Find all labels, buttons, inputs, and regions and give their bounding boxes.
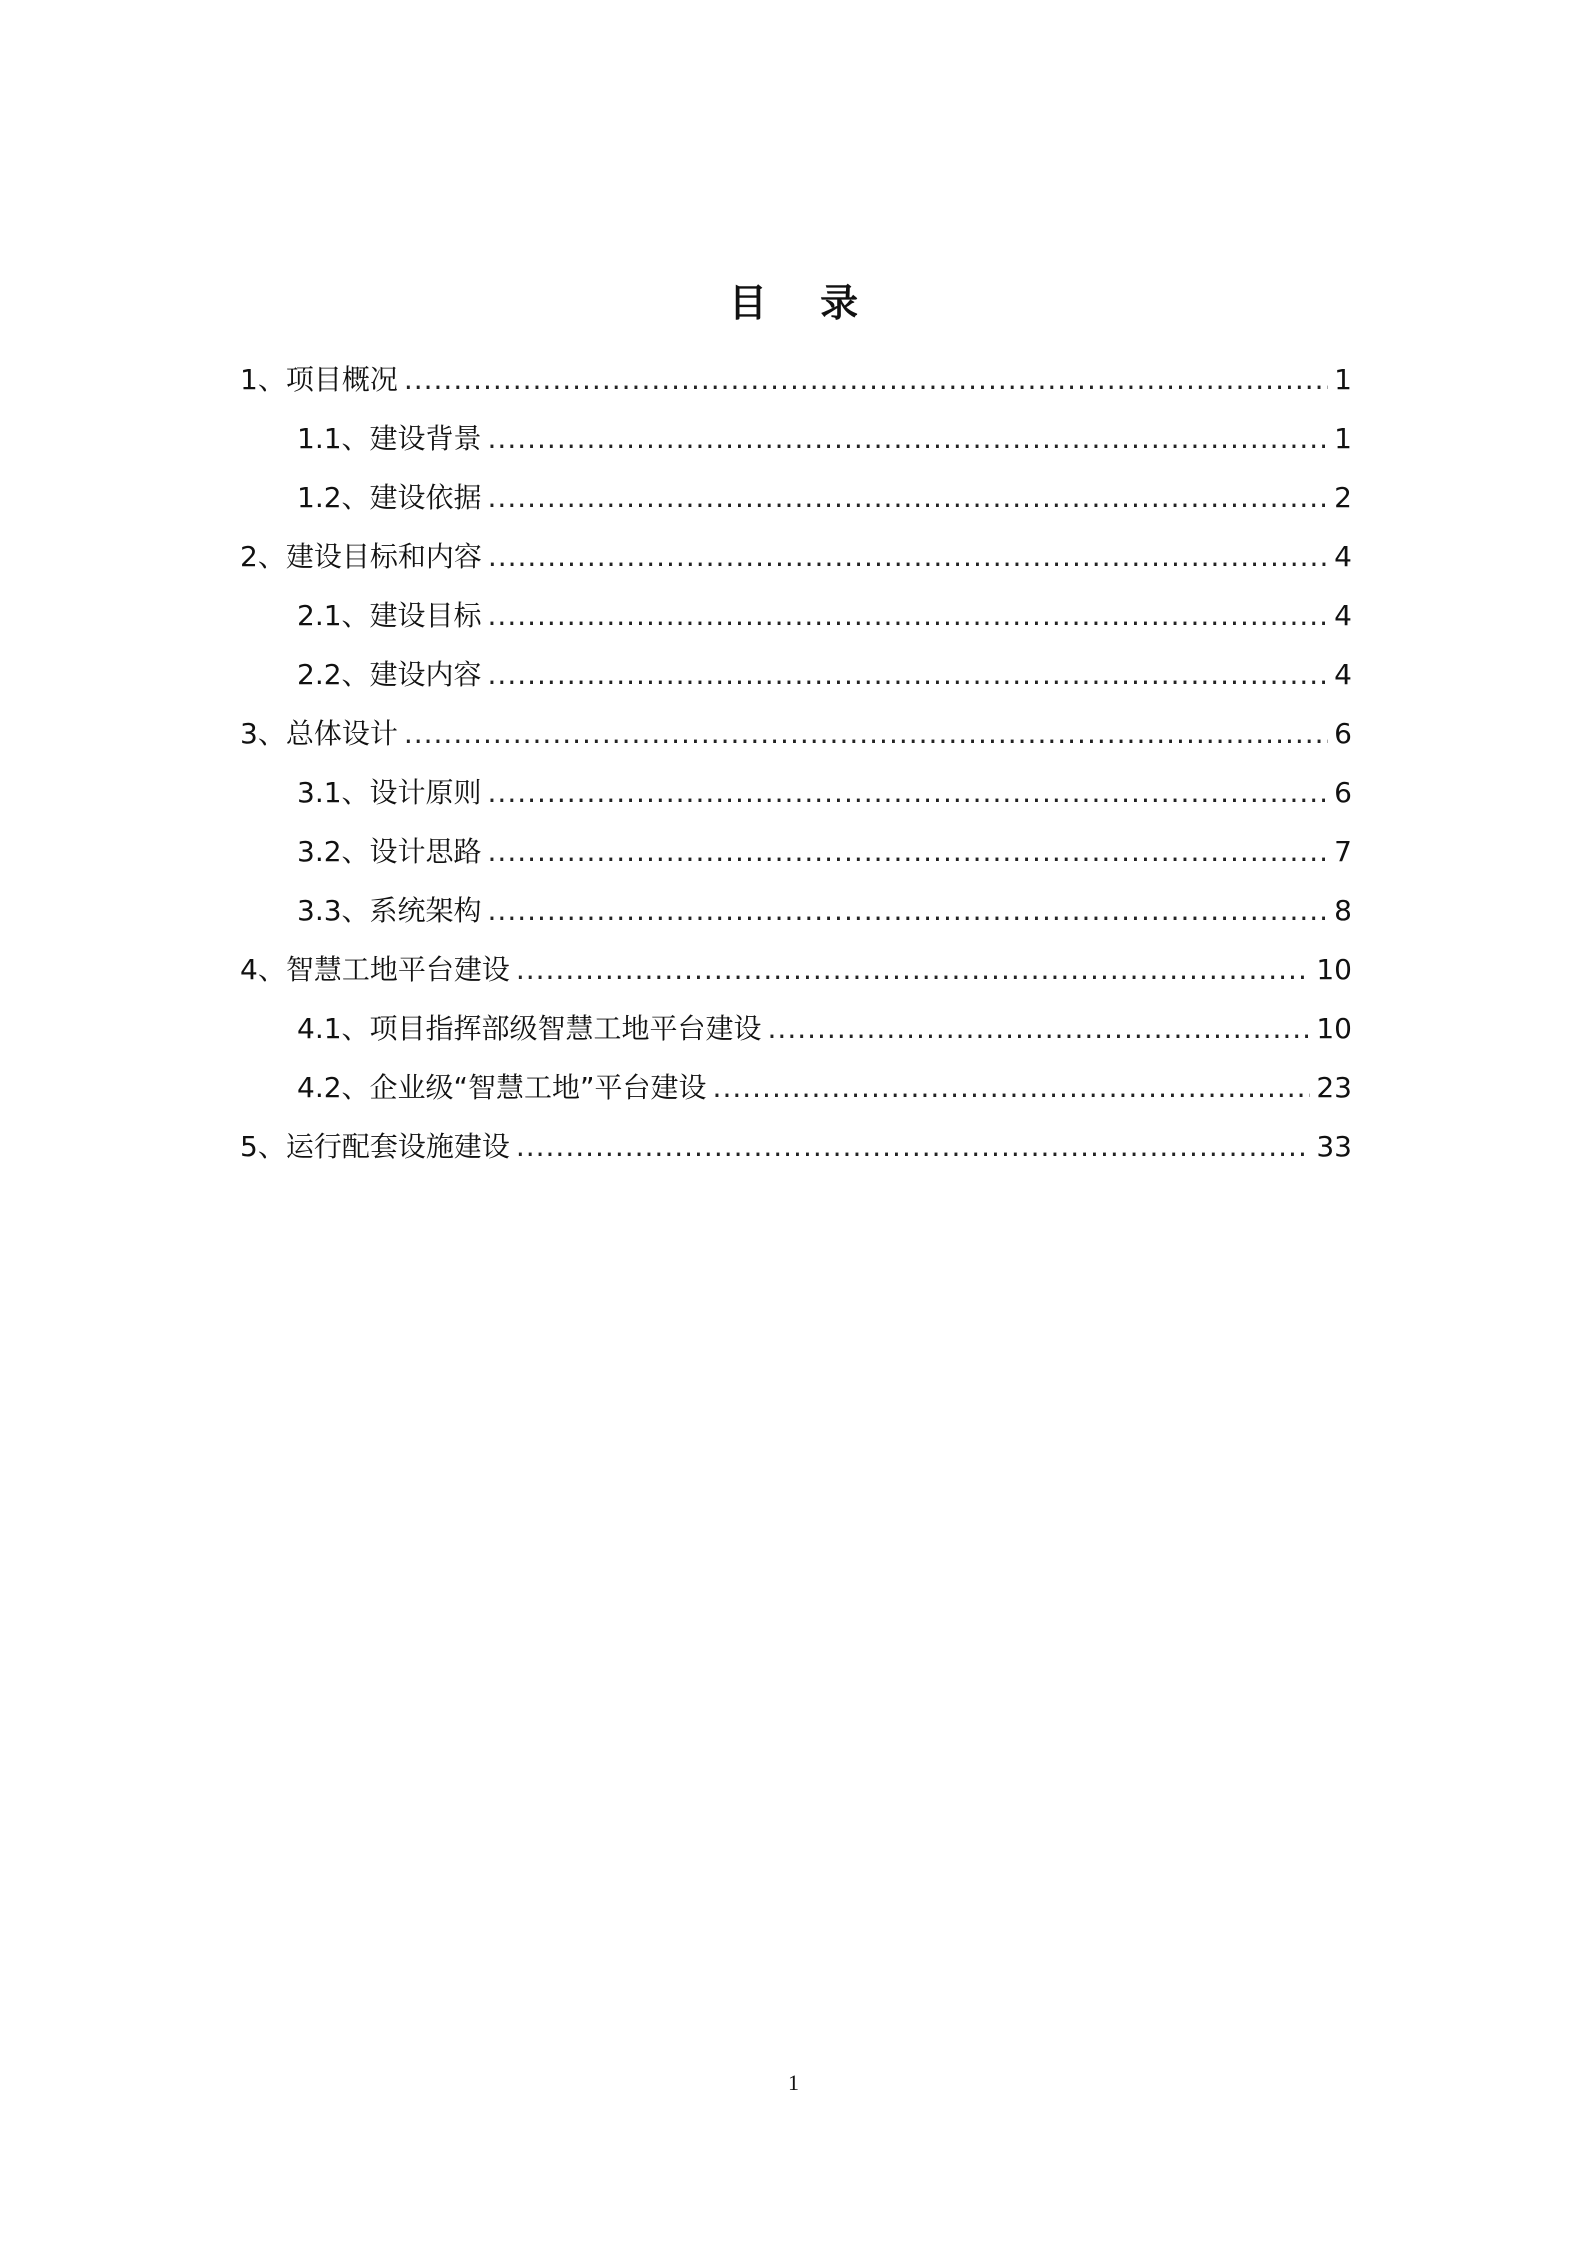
toc-entry-label: 4.1、项目指挥部级智慧工地平台建设 [297,1012,762,1045]
toc-entry-page: 1 [1334,422,1352,455]
toc-entry-5[interactable] [240,1121,1352,1180]
toc-entry-page: 23 [1316,1071,1352,1104]
toc-entry-page: 4 [1334,599,1352,632]
toc-entry-4-1[interactable] [240,1003,1352,1062]
toc-entry-label: 1、项目概况 [240,363,398,396]
toc-entry-page: 10 [1316,953,1352,986]
toc-entry-page: 2 [1334,481,1352,514]
toc-entry-label: 2.1、建设目标 [297,599,482,632]
toc-leader-dots [713,1062,1311,1114]
toc-leader-dots [488,531,1328,583]
toc-entry-label: 3.1、设计原则 [297,776,482,809]
toc-entry-4[interactable] [240,944,1352,1003]
page-number: 1 [788,2070,799,2095]
toc-entry-label: 5、运行配套设施建设 [240,1130,510,1163]
toc-leader-dots [488,826,1329,878]
toc-leader-dots [488,885,1329,937]
toc-title: 目 录 [728,281,879,325]
toc-leader-dots [488,472,1329,524]
toc-entry-3-1[interactable] [240,767,1352,826]
toc-entry-1-2[interactable] [240,472,1352,531]
toc-leader-dots [488,649,1329,701]
toc-list [240,354,1352,1180]
toc-leader-dots [404,354,1328,406]
toc-entry-label: 1.1、建设背景 [297,422,482,455]
toc-entry-label: 4、智慧工地平台建设 [240,953,510,986]
toc-entry-1[interactable] [240,354,1352,413]
toc-entry-2[interactable] [240,531,1352,590]
toc-entry-label: 2.2、建设内容 [297,658,482,691]
toc-leader-dots [488,767,1329,819]
toc-entry-page: 7 [1334,835,1352,868]
toc-entry-page: 8 [1334,894,1352,927]
toc-entry-2-2[interactable] [240,649,1352,708]
toc-entry-page: 6 [1334,776,1352,809]
toc-entry-3[interactable] [240,708,1352,767]
toc-entry-4-2[interactable] [240,1062,1352,1121]
toc-leader-dots [516,944,1311,996]
toc-entry-label: 2、建设目标和内容 [240,540,482,573]
toc-entry-label: 3.3、系统架构 [297,894,482,927]
toc-entry-3-3[interactable] [240,885,1352,944]
toc-entry-page: 4 [1334,658,1352,691]
toc-entry-page: 4 [1334,540,1352,573]
toc-entry-label: 4.2、企业级“智慧工地”平台建设 [297,1071,707,1104]
toc-entry-1-1[interactable] [240,413,1352,472]
toc-leader-dots [404,708,1328,760]
toc-leader-dots [488,413,1329,465]
toc-leader-dots [768,1003,1311,1055]
toc-entry-label: 3、总体设计 [240,717,398,750]
toc-entry-page: 10 [1316,1012,1352,1045]
toc-leader-dots [516,1121,1311,1173]
toc-entry-label: 3.2、设计思路 [297,835,482,868]
toc-entry-page: 6 [1334,717,1352,750]
toc-entry-3-2[interactable] [240,826,1352,885]
toc-entry-page: 33 [1316,1130,1352,1163]
toc-leader-dots [488,590,1329,642]
toc-entry-2-1[interactable] [240,590,1352,649]
toc-entry-page: 1 [1334,363,1352,396]
toc-entry-label: 1.2、建设依据 [297,481,482,514]
